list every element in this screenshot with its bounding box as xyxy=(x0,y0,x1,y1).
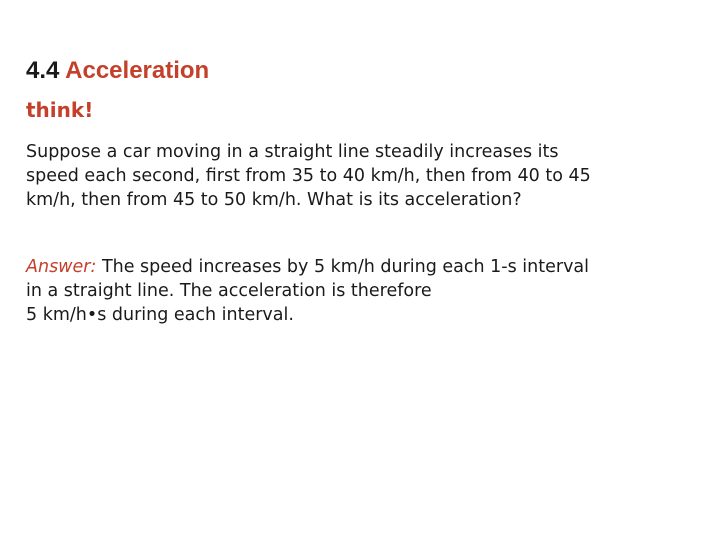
question-line: km/h, then from 45 to 50 km/h. What is its acceleration? xyxy=(26,190,522,210)
question-line: Suppose a car moving in a straight line steadily increases its xyxy=(26,142,559,162)
think-label: think! xyxy=(26,98,94,122)
question-line: speed each second, first from 35 to 40 km/h, then from 40 to 45 xyxy=(26,166,591,186)
answer-line xyxy=(26,255,666,279)
section-title: Acceleration xyxy=(65,57,210,84)
answer-line-text: The speed increases by 5 km/h during each 1-s interval xyxy=(101,257,590,277)
section-heading xyxy=(26,56,209,86)
answer-line: 5 km/h•s during each interval. xyxy=(26,305,294,325)
question-text xyxy=(26,140,666,212)
answer-label: Answer: xyxy=(26,257,97,277)
section-number: 4.4 xyxy=(26,57,60,84)
answer-text xyxy=(26,255,666,327)
answer-line: in a straight line. The acceleration is therefore xyxy=(26,281,432,301)
